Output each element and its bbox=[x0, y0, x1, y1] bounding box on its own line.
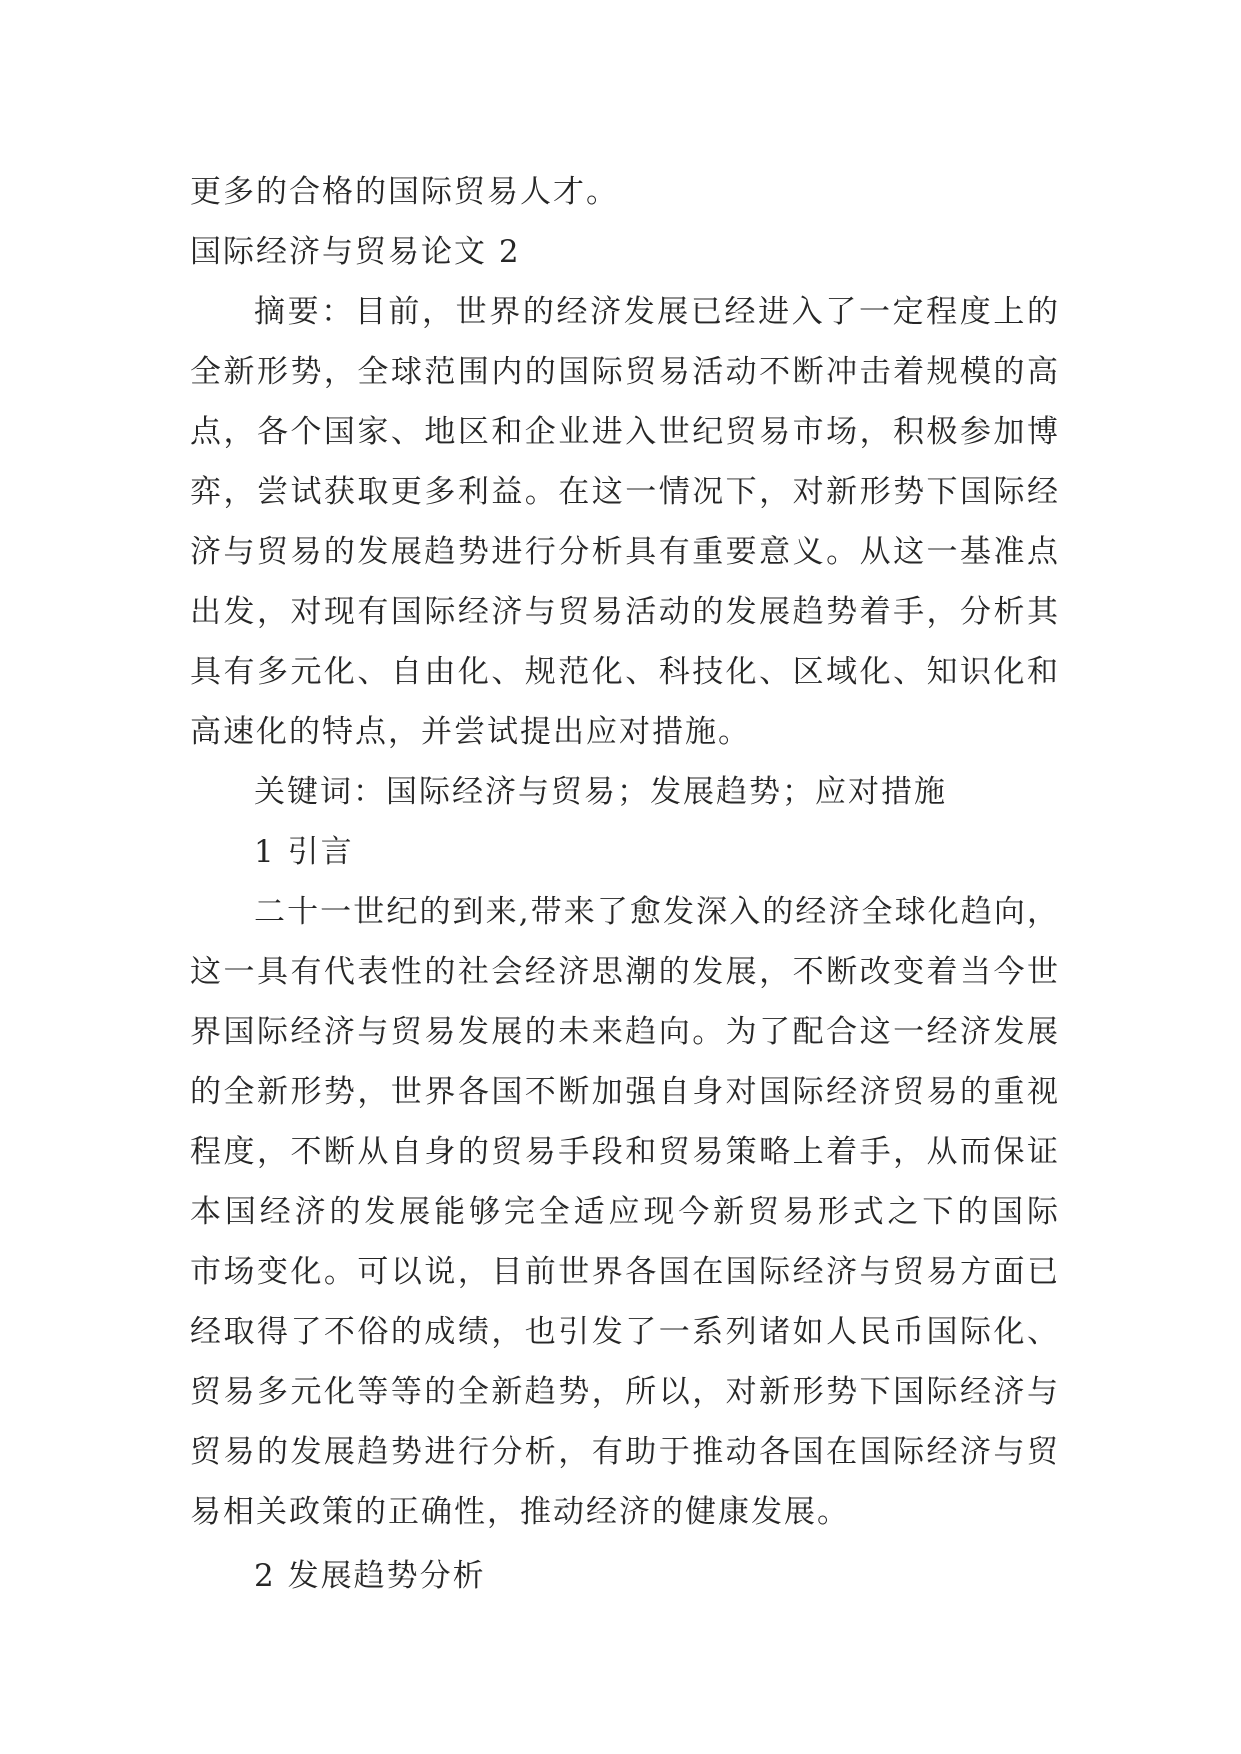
intro-line: 本国经济的发展能够完全适应现今新贸易形式之下的国际 bbox=[190, 1194, 1060, 1230]
abstract-line: 点，各个国家、地区和企业进入世纪贸易市场，积极参加博 bbox=[190, 414, 1060, 450]
section-heading-introduction: 1 引言 bbox=[254, 834, 354, 870]
abstract-line: 摘要：目前，世界的经济发展已经进入了一定程度上的 bbox=[254, 294, 1060, 330]
intro-line: 贸易的发展趋势进行分析，有助于推动各国在国际经济与贸 bbox=[190, 1434, 1060, 1470]
keywords-line: 关键词：国际经济与贸易；发展趋势；应对措施 bbox=[254, 774, 947, 810]
abstract-line: 具有多元化、自由化、规范化、科技化、区域化、知识化和 bbox=[190, 654, 1060, 690]
intro-line: 的全新形势，世界各国不断加强自身对国际经济贸易的重视 bbox=[190, 1074, 1060, 1110]
document-body bbox=[190, 162, 1060, 1606]
abstract-line: 全新形势，全球范围内的国际贸易活动不断冲击着规模的高 bbox=[190, 354, 1060, 390]
introduction-paragraph bbox=[190, 882, 1060, 1542]
intro-line: 界国际经济与贸易发展的未来趋向。为了配合这一经济发展 bbox=[190, 1014, 1060, 1050]
intro-line: 易相关政策的正确性，推动经济的健康发展。 bbox=[190, 1494, 850, 1530]
abstract-paragraph bbox=[190, 282, 1060, 762]
intro-line: 市场变化。可以说，目前世界各国在国际经济与贸易方面已 bbox=[190, 1254, 1060, 1290]
abstract-line: 出发，对现有国际经济与贸易活动的发展趋势着手，分析其 bbox=[190, 594, 1060, 630]
intro-line: 经取得了不俗的成绩，也引发了一系列诸如人民币国际化、 bbox=[190, 1314, 1060, 1350]
intro-line: 这一具有代表性的社会经济思潮的发展，不断改变着当今世 bbox=[190, 954, 1060, 990]
abstract-line: 济与贸易的发展趋势进行分析具有重要意义。从这一基准点 bbox=[190, 534, 1060, 570]
section-heading-trend-analysis: 2 发展趋势分析 bbox=[254, 1558, 486, 1594]
abstract-line: 弈，尝试获取更多利益。在这一情况下，对新形势下国际经 bbox=[190, 474, 1060, 510]
abstract-line: 高速化的特点，并尝试提出应对措施。 bbox=[190, 714, 751, 750]
continuation-line: 更多的合格的国际贸易人才。 bbox=[190, 174, 619, 210]
intro-line: 贸易多元化等等的全新趋势，所以，对新形势下国际经济与 bbox=[190, 1374, 1060, 1410]
intro-line: 程度，不断从自身的贸易手段和贸易策略上着手，从而保证 bbox=[190, 1134, 1060, 1170]
paper-title: 国际经济与贸易论文 2 bbox=[190, 234, 521, 270]
intro-line: 二十一世纪的到来,带来了愈发深入的经济全球化趋向， bbox=[254, 894, 1060, 930]
